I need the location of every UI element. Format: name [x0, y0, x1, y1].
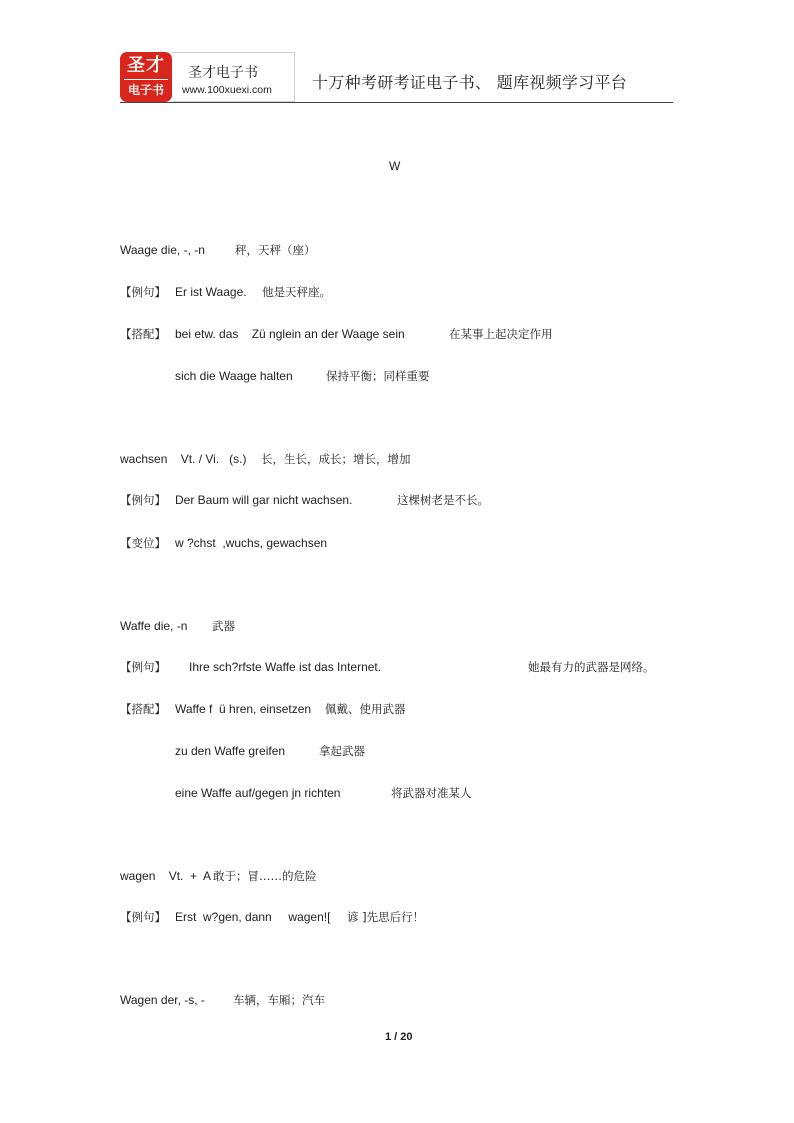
example-tag: 【例句】 — [120, 285, 166, 299]
collocation-chinese: 在某事上起决定作用 — [449, 327, 553, 341]
publisher-logo — [120, 52, 172, 102]
conjugation-tag: 【变位】 — [120, 536, 166, 550]
header-divider — [120, 102, 673, 103]
entry-head: Waage die, -, -n — [120, 243, 205, 257]
collocation-german: sich die Waage halten — [175, 369, 293, 383]
example-tag: 【例句】 — [120, 660, 166, 674]
header-slogan: 十万种考研考证电子书、 题库视频学习平台 — [312, 73, 628, 92]
collocation-german: Waffe f ü hren, einsetzen — [175, 702, 312, 716]
collocation-chinese: 拿起武器 — [319, 744, 365, 758]
example-german: Der Baum will gar nicht wachsen. — [175, 493, 353, 507]
example-tag: 【例句】 — [120, 910, 166, 924]
collocation-chinese: 佩戴、使用武器 — [325, 702, 406, 716]
entry-head: wachsen Vt. / Vi. (s.) — [120, 452, 247, 466]
logo-text-bottom: 电子书 — [124, 79, 168, 98]
entry-meaning: 长，生长，成长；增长，增加 — [261, 452, 411, 466]
entry-meaning: 武器 — [212, 619, 235, 633]
entry-meaning: 敢于；冒……的危险 — [213, 869, 317, 883]
conjugation-forms: w ?chst ,wuchs, gewachsen — [175, 536, 328, 550]
example-german: Er ist Waage. — [175, 285, 247, 299]
collocation-chinese: 将武器对准某人 — [391, 786, 472, 800]
example-chinese: 谚 ]先思后行！ — [347, 910, 425, 924]
collocation-german: eine Waffe auf/gegen jn richten — [175, 786, 341, 800]
brand-url: www.100xuexi.com — [182, 84, 272, 96]
example-chinese: 他是天秤座。 — [262, 285, 331, 299]
example-german: Erst w?gen, dann wagen![ — [175, 910, 338, 924]
brand-name: 圣才电子书 — [188, 65, 258, 81]
entry-head: wagen Vt. + A — [120, 869, 212, 883]
collocation-german: bei etw. das Zü nglein an der Waage sein — [175, 327, 405, 341]
entry-head: Waffe die, -n — [120, 619, 188, 633]
example-german: Ihre sch?rfste Waffe ist das Internet. — [189, 660, 382, 674]
collocation-chinese: 保持平衡；同样重要 — [326, 369, 430, 383]
collocation-tag: 【搭配】 — [120, 702, 166, 716]
entry-meaning: 秤，天秤（座） — [235, 243, 316, 257]
page-number: 1 / 20 — [385, 1031, 413, 1043]
entry-head: Wagen der, -s, - — [120, 993, 205, 1007]
section-letter: W — [389, 159, 401, 173]
example-chinese: 她最有力的武器是网络。 — [528, 660, 655, 674]
example-tag: 【例句】 — [120, 493, 166, 507]
collocation-german: zu den Waffe greifen — [175, 744, 286, 758]
logo-text-top: 圣才 — [127, 55, 165, 76]
collocation-tag: 【搭配】 — [120, 327, 166, 341]
entry-meaning: 车辆，车厢；汽车 — [233, 993, 325, 1007]
example-chinese: 这棵树老是不长。 — [397, 493, 489, 507]
